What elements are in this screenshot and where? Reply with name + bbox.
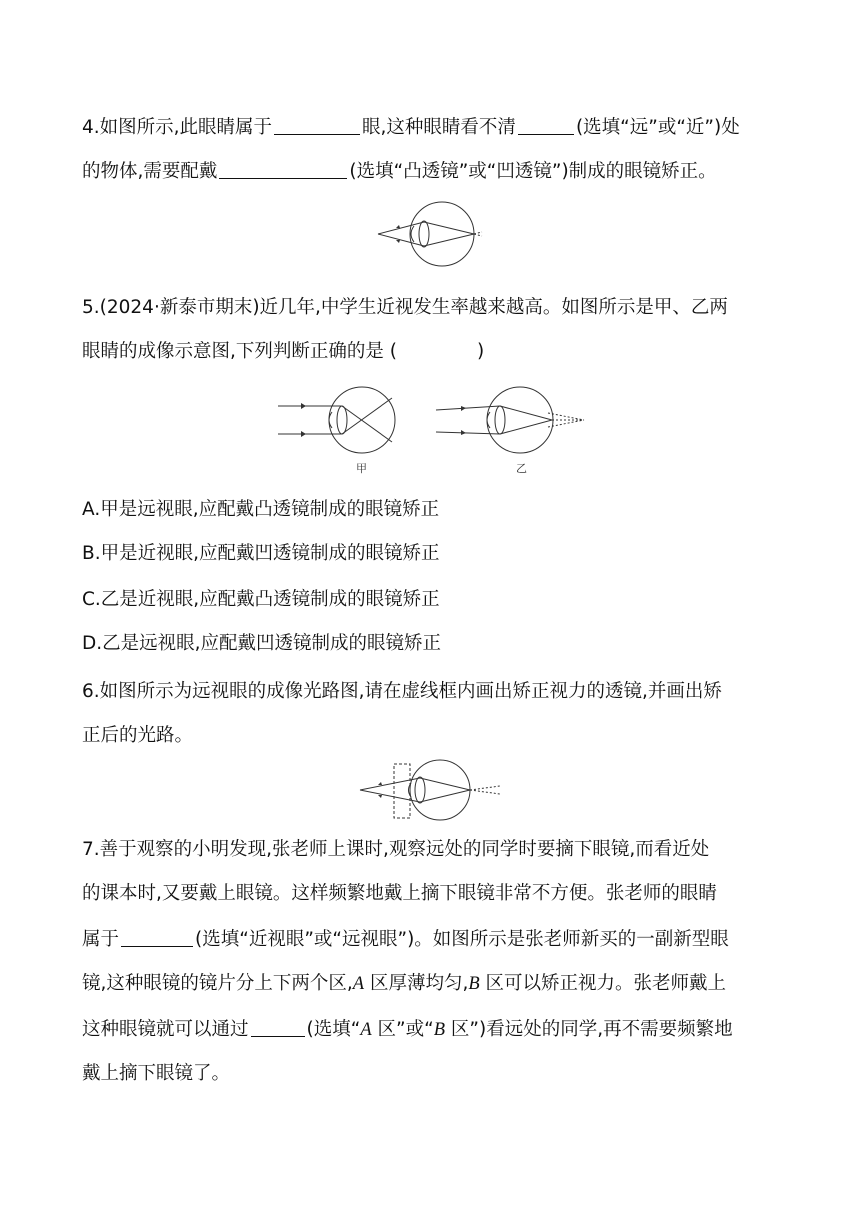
q5-text: ) <box>476 341 485 362</box>
region-b-label: B <box>433 1020 446 1040</box>
q4-text: 的物体,需要配戴 <box>82 161 218 182</box>
region-a-label: A <box>360 1020 372 1040</box>
q7-text: (选填“ <box>306 1019 361 1040</box>
q5-line-2 <box>82 340 484 364</box>
q4-text: 4.如图所示,此眼睛属于 <box>82 117 273 138</box>
answer-blank[interactable] <box>251 1018 305 1037</box>
q6-line-1: 6.如图所示为远视眼的成像光路图,请在虚线框内画出矫正视力的透镜,并画出矫 <box>82 681 722 702</box>
q7-text: 这种眼镜就可以通过 <box>82 1019 249 1040</box>
q7-line-1: 7.善于观察的小明发现,张老师上课时,观察远处的同学时要摘下眼镜,而看近处 <box>82 839 710 860</box>
q7-text: 镜,这种眼镜的镜片分上下两个区, <box>82 973 353 994</box>
q7-text: 属于 <box>82 929 120 950</box>
q7-line-5 <box>82 1018 733 1042</box>
option-a[interactable]: A.甲是远视眼,应配戴凸透镜制成的眼镜矫正 <box>82 499 440 520</box>
region-b-label: B <box>468 974 480 994</box>
q7-text: 区”)看远处的同学,再不需要频繁地 <box>445 1019 733 1040</box>
answer-blank[interactable] <box>518 116 574 135</box>
label-jia: 甲 <box>356 462 367 475</box>
answer-blank[interactable] <box>121 928 193 947</box>
q7-text: 区厚薄均匀, <box>364 973 469 994</box>
q7-text: (选填“近视眼”或“远视眼”)。如图所示是张老师新买的一副新型眼 <box>195 929 729 950</box>
q7-line-3 <box>82 928 729 952</box>
q4-text: (选填“凸透镜”或“凹透镜”)制成的眼镜矫正。 <box>349 161 717 182</box>
eye-diagram-yi <box>432 380 592 476</box>
q7-line-2: 的课本时,又要戴上眼镜。这样频繁地戴上摘下眼镜非常不方便。张老师的眼睛 <box>82 883 717 904</box>
option-d[interactable]: D.乙是远视眼,应配戴凹透镜制成的眼镜矫正 <box>82 633 442 654</box>
label-yi: 乙 <box>516 462 527 475</box>
q6-line-2: 正后的光路。 <box>82 725 194 746</box>
option-b[interactable]: B.甲是近视眼,应配戴凹透镜制成的眼镜矫正 <box>82 543 440 564</box>
q4-text: (选填“远”或“近”)处 <box>575 117 740 138</box>
option-c[interactable]: C.乙是近视眼,应配戴凸透镜制成的眼镜矫正 <box>82 589 440 610</box>
eye-diagram-q4 <box>370 200 490 272</box>
q7-text: 区”或“ <box>371 1019 434 1040</box>
eye-diagram-q6 <box>358 758 508 824</box>
q4-line-1 <box>82 116 740 140</box>
q5-text: 眼睛的成像示意图,下列判断正确的是 ( <box>82 341 397 362</box>
eye-diagram-jia <box>276 380 406 476</box>
answer-blank[interactable] <box>219 160 347 179</box>
q7-line-4 <box>82 972 726 996</box>
q7-text: 区可以矫正视力。张老师戴上 <box>479 973 727 994</box>
q4-text: 眼,这种眼睛看不清 <box>362 117 516 138</box>
region-a-label: A <box>352 974 365 994</box>
q5-line-1: 5.(2024·新泰市期末)近几年,中学生近视发生率越来越高。如图所示是甲、乙两 <box>82 297 728 318</box>
dashed-lens-box[interactable] <box>394 764 410 818</box>
q7-line-6: 戴上摘下眼镜了。 <box>82 1063 231 1084</box>
answer-blank[interactable] <box>274 116 360 135</box>
q4-line-2 <box>82 160 717 184</box>
